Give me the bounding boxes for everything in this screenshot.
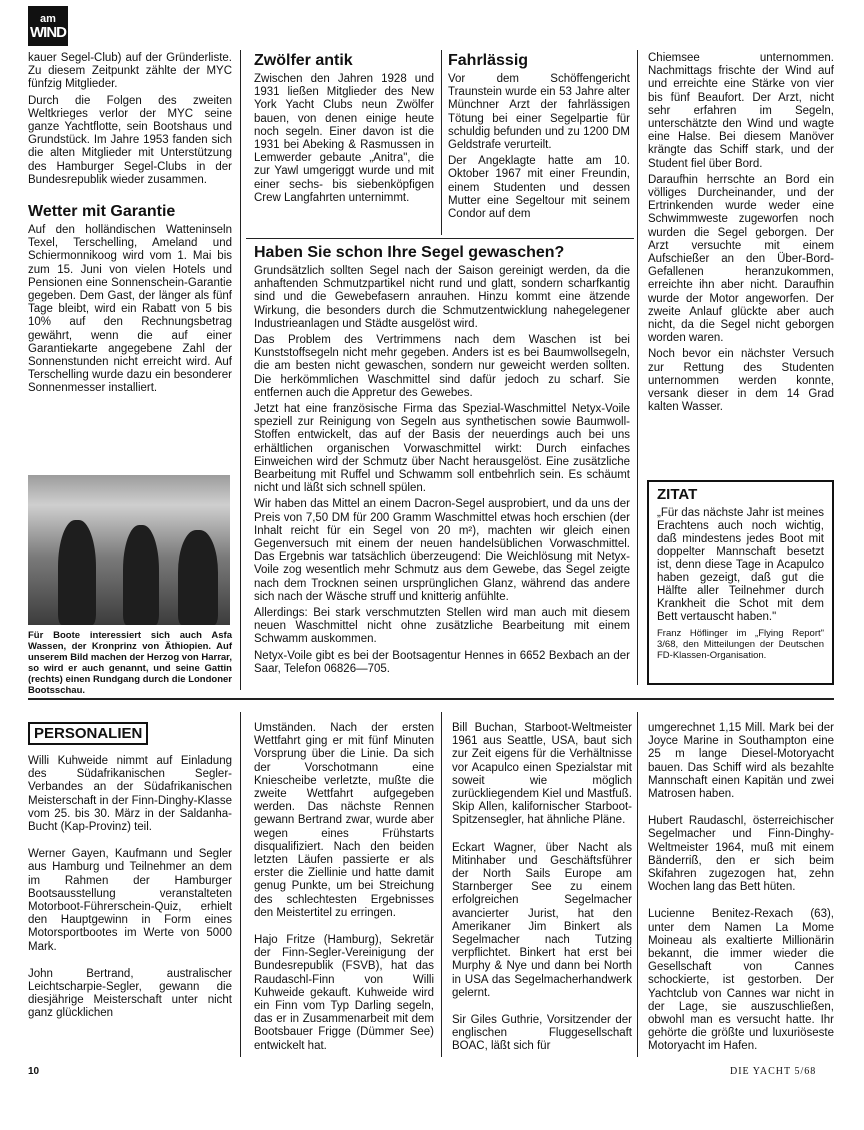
fahrlaessig-text: Vor dem Schöffengericht Traunstein wurde ein 53 Jahre alter Münchner Arzt der fahrlässigen Tötung bei einer Segelpartie für schuldig befunden und zu 1200 DM Geldstrafe verurteilt. bbox=[448, 73, 630, 152]
zitat-quote: „Für das nächste Jahr ist meines Erachtens auch noch wichtig, daß mindestens jedes Boot mit doppelter Mannschaft besetzt ist, denn diese Tage in Acapulco haben gezeigt, daß gut die Hälfte aller Teilnehmer durch Krankheit die Schot mit dem Bett vertauscht haben." bbox=[657, 507, 824, 623]
column-4 bbox=[648, 52, 834, 417]
column-rule bbox=[240, 712, 241, 1057]
heading-segel: Haben Sie schon Ihre Segel gewaschen? bbox=[254, 244, 565, 261]
col4-paragraph-1: Chiemsee unternommen. Nachmittags frischte der Wind auf und erreichte eine Stärke von vier bis fünf Beaufort. Der Arzt, nicht sehr erfahren im Segeln, unterschätzte den Wind und wagte eine Halse. Bei diesem Manöver krängte das Schiff stark, und der Student fiel über Bord. bbox=[648, 52, 834, 170]
zitat-heading: ZITAT bbox=[657, 486, 698, 503]
personalien-col-1 bbox=[28, 722, 232, 1035]
caption-text: Für Boote interessiert sich auch Asfa Wassen, der Kronprinz von Äthiopien. Auf unserem Bild machen der Herzog von Harrar, so wird er auch genannt, und seine Gattin (rechts) einen Rundgang durch die Londoner Bootsschau. bbox=[28, 630, 232, 696]
journal-issue: DIE YACHT 5/68 bbox=[730, 1066, 817, 1077]
col1-intro: kauer Segel-Club) auf der Gründerliste. Zu diesem Zeitpunkt zählte der MYC fünfzig Mitglieder. bbox=[28, 52, 232, 91]
heading-wetter: Wetter mit Garantie bbox=[28, 203, 176, 221]
logo-line-1: am bbox=[40, 13, 56, 25]
personalien-entry: Umständen. Nach der ersten Wettfahrt ging er mit fünf Minuten Vorsprung über die Linie. Da sich der Vorschotmann eine Kniescheibe verletzte, mußte die zweite Wettfahrt aufgegeben werden. Das nächste Rennen gewann Bertrand zwar, wurde aber wegen eines Frühstarts disqualifiziert. Nach den beiden letzten Läufen passierte er als erster die Ziellinie und hatte damit genug Punkte, um bei Streichung des schlechtesten Ergebnisses den Meistertitel zu erringen. bbox=[254, 722, 434, 919]
col1-paragraph: Durch die Folgen des zweiten Weltkrieges verlor der MYC seine ganze Yachtflotte, sein Bootshaus und Grundstück. Im Jahre 1953 fanden sich die alten Mitglieder mit Unterstützung des Hamburger Segel-Clubs in der Bundesrepublik wieder zusammen. bbox=[28, 94, 232, 186]
personalien-entry: Willi Kuhweide nimmt auf Einladung des Südafrikanischen Segler-Verbandes an der Südafrikanischen Meisterschaft in der Finn-Dinghy-Klasse vom 25. bis 30. März in der Saldanha-Bucht (Kap-Provinz) teil. bbox=[28, 755, 232, 834]
segel-paragraph-3: Jetzt hat eine französische Firma das Spezial-Waschmittel Netyx-Voile speziell zur Reinigung von Segeln aus synthetischen sowie Baumwoll-Stoffen entwickelt, das auf der Basis der neuerdings auch bei uns erhältlichen organischen Vorwaschmittel wirkt: Durch einfaches Einweichen wird der Schmutz über Nacht herausgelöst. Eine zusätzliche Bearbeitung mit Ruffel und Schwamm soll entbehrlich sein. Es schäumt nicht und läßt sich schnell spülen. bbox=[254, 403, 630, 495]
segel-paragraph-5: Allerdings: Bei stark verschmutzten Stellen wird man auch mit diesem neuen Waschmittel nicht ohne zusätzliche Bearbeitung mit einem Schwamm auskommen. bbox=[254, 607, 630, 646]
personalien-entry: umgerechnet 1,15 Mill. Mark bei der Joyce Marine in Southampton eine 25 m lange Diesel-Motoryacht bauen. Das Schiff wird als bezahlte Mannschaft einen Kapitän und zwei Matrosen haben. bbox=[648, 722, 834, 801]
segel-paragraph-1: Grundsätzlich sollten Segel nach der Saison gereinigt werden, da die anhaftenden Schmutzpartikel nicht rund und glatt, sondern scharfkantig sind und die Gewebefasern anrauhen. Hinzu kommt eine ätzende Wirkung, die besonders durch die Schmutzentwicklung nahegelegener Industrieanlagen und Städte ausgelöst wird. bbox=[254, 265, 630, 330]
column-3 bbox=[448, 52, 630, 224]
personalien-entry: Bill Buchan, Starboot-Weltmeister 1961 aus Seattle, USA, baut sich zur Zeit eigens für die Verhältnisse vor Acapulco einen Spezialstar mit soweit wie möglich zurückliegendem Kiel und Mastfuß. Skip Allen, kalifornischer Starboot-Spitzensegler, hat ähnliche Pläne. bbox=[452, 722, 632, 827]
col4-paragraph-2: Daraufhin herrschte an Bord ein völliges Durcheinander, und der Ertrinkenden wurde weder eine Schwimmweste zugeworfen noch wurden die Segel geborgen. Der Arzt versuchte mit einem Aufschießer an den Über-Bord-Gefallenen heranzukommen, erreichte ihn aber nicht. Daraufhin wurde der Motor angeworfen. Der zweite Anlauf glückte aber auch nicht, da die Segel nicht geborgen worden waren. bbox=[648, 173, 834, 345]
column-rule bbox=[240, 50, 241, 690]
column-2 bbox=[254, 52, 434, 208]
section-rule bbox=[246, 238, 634, 239]
photo-figure bbox=[58, 520, 96, 625]
logo-line-2: WIND bbox=[30, 24, 66, 41]
column-rule bbox=[441, 712, 442, 1057]
photo-figure bbox=[178, 530, 218, 625]
column-1 bbox=[28, 52, 232, 399]
photo-boat-show bbox=[28, 475, 230, 625]
column-rule bbox=[637, 712, 638, 1057]
personalien-col-2 bbox=[254, 722, 434, 1067]
personalien-col-4 bbox=[648, 722, 834, 1068]
personalien-entry: Hajo Fritze (Hamburg), Sekretär der Finn-Segler-Vereinigung der Bundesrepublik (FSVB), hat das Raudaschl-Finn von Willi Kuhweide gekauft. Kuhweide wird ein Finn vom Typ Darling segeln, das er in Zusammenarbeit mit dem Bootsbauer Frigge (Dümmer See) entwickelt hat. bbox=[254, 934, 434, 1052]
zitat-box bbox=[647, 480, 834, 685]
zitat-source: Franz Höflinger im „Flying Report" 3/68, den Mitteilungen der Deutschen FD-Klassen-Organisation. bbox=[657, 628, 824, 661]
zwoelfer-text: Zwischen den Jahren 1928 und 1931 ließen Mitglieder des New York Yacht Clubs neun Zwölfer bauen, von denen einige heute noch segeln. Einer davon ist die 1931 bei Abeking & Rasmussen in Lemwerder gebaute „Anitra", die zur Yawl umgeriggt wurde und mit einer sechs- bis siebenköpfigen Crew Langfahrten unternimmt. bbox=[254, 73, 434, 204]
heading-fahrlaessig: Fahrlässig bbox=[448, 52, 529, 69]
personalien-entry: Sir Giles Guthrie, Vorsitzender der englischen Fluggesellschaft BOAC, läßt sich für bbox=[452, 1014, 632, 1053]
column-rule bbox=[637, 50, 638, 685]
column-rule bbox=[441, 50, 442, 235]
wetter-text: Auf den holländischen Watteninseln Texel, Terschelling, Ameland und Schiermonnikoog wird vom 1. Mai bis zum 15. Juni von vielen Hotels und Pensionen eine Sonnenschein-Garantie gegeben. Dem Gast, der länger als fünf Tage bleibt, wird ein Rabatt von 5 bis 10% auf den Rechnungsbetrag gewährt, wenn die auf einer Garantiekarte angegebene Zahl der Sonnenstunden nicht erreicht wird. Auf Terschelling wurde dazu ein besonderer Sonnenmesser installiert. bbox=[28, 224, 232, 395]
article-segel bbox=[254, 244, 630, 679]
segel-paragraph-4: Wir haben das Mittel an einem Dacron-Segel ausprobiert, und da uns der Preis von 7,50 DM für 200 Gramm Waschmittel etwas hoch erschien (der Inhalt reicht für ein Segel von 20 m²), machten wir gleich einen Gegenversuch mit einem der neuen handelsüblichen Vorwaschmittel. Das Ergebnis war tatsächlich überzeugend: Die Weichlösung mit Netyx-Voile zog wesentlich mehr Schmutz aus dem Gewebe, das Segel zeigte nach dem Trocknen seinen ursprünglichen Glanz, während das andere sich nach der Wäsche struff und knitterig anfühlte. bbox=[254, 498, 630, 603]
segel-paragraph-2: Das Problem des Vertrimmens nach dem Waschen ist bei Kunststoffsegeln nicht mehr gegeben. Anders ist es bei Baumwollsegeln, die am besten nicht gewaschen, sondern nur geweicht werden sollten. Die herkömmlichen Waschmittel sind dafür jedoch zu scharf. Sie entfernen auch die Appretur des Gewebes. bbox=[254, 334, 630, 399]
personalien-entry: Hubert Raudaschl, österreichischer Segelmacher und Finn-Dinghy-Weltmeister 1964, muß mit einem Bänderriß, den er sich beim Skifahren zugezogen hat, zehn Wochen lang das Bett hüten. bbox=[648, 815, 834, 894]
personalien-entry: Werner Gayen, Kaufmann und Segler aus Hamburg und Teilnehmer an dem im Rahmen der Hamburger Bootsausstellung veranstalteten Motorboot-Führerschein-Quiz, erhielt den Hauptgewinn in Form eines Motorsportbootes im Werte von 5000 Mark. bbox=[28, 848, 232, 953]
photo-figure bbox=[123, 525, 159, 625]
heading-zwoelfer: Zwölfer antik bbox=[254, 52, 353, 69]
photo-caption bbox=[28, 630, 232, 699]
personalien-entry: Lucienne Benitez-Rexach (63), unter dem Namen La Mome Moineau als exaltierte Millionärin bekannt, die immer wieder die Gesellschaft von Cannes schockierte, ist gestorben. Der Yachtclub von Cannes war nicht in der Lage, sie auszuschließen, obwohl man es versucht hatte. Ihr gehörte die größte und luxuriöseste Motoryacht im Hafen. bbox=[648, 908, 834, 1053]
personalien-entry: John Bertrand, australischer Leichtscharpie-Segler, gewann die diesjährige Meisterschaft unter nicht ganz glücklichen bbox=[28, 967, 232, 1020]
col4-paragraph-3: Noch bevor ein nächster Versuch zur Rettung des Studenten unternommen werden konnte, versank dieser in dem 14 Grad kalten Wasser. bbox=[648, 348, 834, 414]
personalien-heading: PERSONALIEN bbox=[28, 722, 148, 745]
personalien-col-3 bbox=[452, 722, 632, 1068]
page-number: 10 bbox=[28, 1066, 40, 1077]
fahrlaessig-text-2: Der Angeklagte hatte am 10. Oktober 1967 mit einer Freundin, einem Studenten und dessen Mutter eine Segeltour mit seinem Condor auf dem bbox=[448, 155, 630, 221]
column-logo bbox=[28, 6, 68, 46]
segel-paragraph-6: Netyx-Voile gibt es bei der Bootsagentur Hennes in 6652 Bexbach an der Saar, Telefon 06826—705. bbox=[254, 649, 630, 675]
personalien-entry: Eckart Wagner, über Nacht als Mitinhaber und Geschäftsführer der North Sails Europe am Starnberger See zu einem erfolgreichen Segelmacher avancierter Jurist, hat den Amerikaner Jim Binkert als Segelmacher nach Tutzing verpflichtet. Binkert hat erst bei Murphy & Nye und dann bei North in USA das Segelmacherhandwerk gelernt. bbox=[452, 841, 632, 999]
